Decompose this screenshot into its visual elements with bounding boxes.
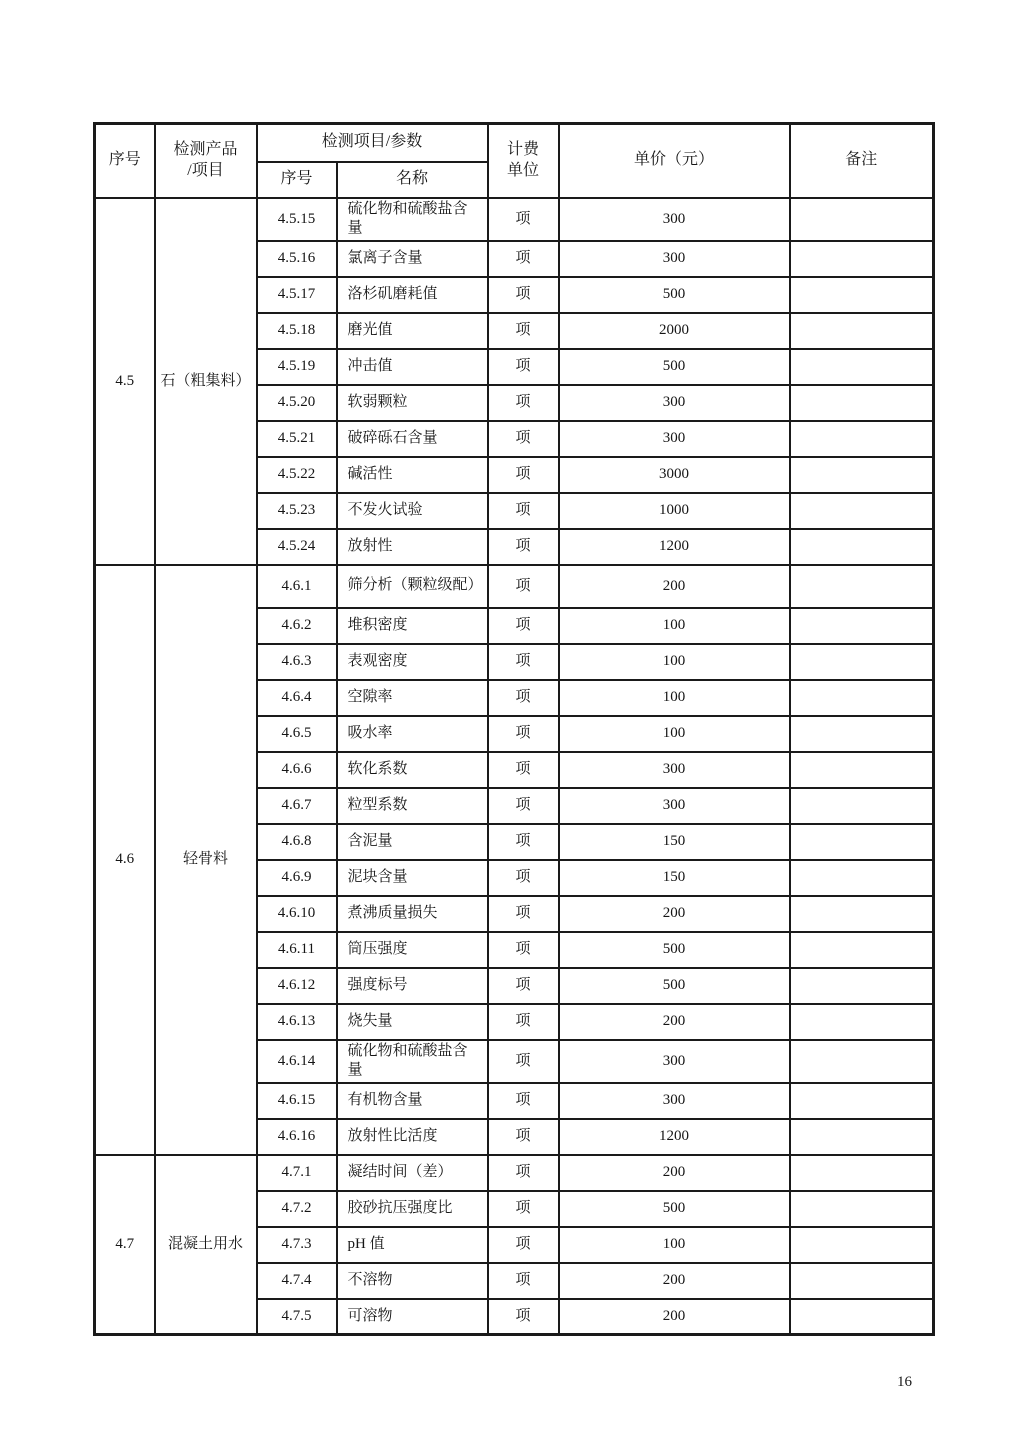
fee-schedule-table bbox=[93, 122, 935, 1336]
cell-unit: 项 bbox=[488, 680, 559, 716]
cell-remark bbox=[790, 1119, 934, 1155]
cell-remark bbox=[790, 1004, 934, 1040]
cell-item-name: 不溶物 bbox=[337, 1263, 488, 1299]
cell-unit: 项 bbox=[488, 860, 559, 896]
cell-price: 200 bbox=[559, 565, 790, 608]
header-param-serial: 序号 bbox=[257, 162, 337, 198]
cell-price: 300 bbox=[559, 752, 790, 788]
cell-item-name: 有机物含量 bbox=[337, 1083, 488, 1119]
cell-item-name: 吸水率 bbox=[337, 716, 488, 752]
cell-unit: 项 bbox=[488, 1191, 559, 1227]
cell-item-name: 碱活性 bbox=[337, 457, 488, 493]
cell-item-no: 4.5.16 bbox=[257, 241, 337, 277]
cell-item-name: 放射性比活度 bbox=[337, 1119, 488, 1155]
cell-section-serial: 4.5 bbox=[95, 198, 155, 565]
cell-unit: 项 bbox=[488, 788, 559, 824]
cell-price: 100 bbox=[559, 680, 790, 716]
cell-unit: 项 bbox=[488, 1227, 559, 1263]
cell-unit: 项 bbox=[488, 313, 559, 349]
cell-remark bbox=[790, 241, 934, 277]
cell-item-name: 不发火试验 bbox=[337, 493, 488, 529]
cell-unit: 项 bbox=[488, 241, 559, 277]
cell-unit: 项 bbox=[488, 716, 559, 752]
header-product-line2: /项目 bbox=[187, 161, 224, 179]
cell-unit: 项 bbox=[488, 421, 559, 457]
cell-price: 300 bbox=[559, 421, 790, 457]
cell-remark bbox=[790, 565, 934, 608]
header-param-group: 检测项目/参数 bbox=[257, 124, 488, 162]
cell-price: 200 bbox=[559, 1299, 790, 1335]
cell-remark bbox=[790, 788, 934, 824]
cell-item-name: 泥块含量 bbox=[337, 860, 488, 896]
cell-item-no: 4.6.2 bbox=[257, 608, 337, 644]
cell-unit: 项 bbox=[488, 608, 559, 644]
cell-remark bbox=[790, 198, 934, 241]
cell-item-no: 4.6.12 bbox=[257, 968, 337, 1004]
cell-item-name: 煮沸质量损失 bbox=[337, 896, 488, 932]
table-row bbox=[95, 1155, 934, 1191]
cell-unit: 项 bbox=[488, 824, 559, 860]
cell-item-name: 胶砂抗压强度比 bbox=[337, 1191, 488, 1227]
table-row bbox=[95, 565, 934, 608]
cell-section-serial: 4.7 bbox=[95, 1155, 155, 1335]
cell-price: 500 bbox=[559, 349, 790, 385]
cell-section-serial: 4.6 bbox=[95, 565, 155, 1155]
cell-item-name: 强度标号 bbox=[337, 968, 488, 1004]
cell-price: 1200 bbox=[559, 529, 790, 565]
cell-remark bbox=[790, 1040, 934, 1083]
cell-item-no: 4.5.23 bbox=[257, 493, 337, 529]
cell-price: 1200 bbox=[559, 1119, 790, 1155]
cell-price: 1000 bbox=[559, 493, 790, 529]
cell-item-no: 4.6.8 bbox=[257, 824, 337, 860]
cell-item-no: 4.6.1 bbox=[257, 565, 337, 608]
cell-remark bbox=[790, 421, 934, 457]
cell-remark bbox=[790, 1155, 934, 1191]
cell-item-no: 4.5.22 bbox=[257, 457, 337, 493]
cell-remark bbox=[790, 608, 934, 644]
header-param-name: 名称 bbox=[337, 162, 488, 198]
header-billing-unit-line2: 单位 bbox=[507, 161, 540, 179]
cell-item-no: 4.6.3 bbox=[257, 644, 337, 680]
cell-unit: 项 bbox=[488, 457, 559, 493]
cell-price: 500 bbox=[559, 1191, 790, 1227]
cell-item-no: 4.7.1 bbox=[257, 1155, 337, 1191]
cell-item-name: 洛杉矶磨耗值 bbox=[337, 277, 488, 313]
cell-remark bbox=[790, 313, 934, 349]
cell-item-name: 冲击值 bbox=[337, 349, 488, 385]
cell-item-name: 凝结时间（差） bbox=[337, 1155, 488, 1191]
cell-remark bbox=[790, 1227, 934, 1263]
cell-remark bbox=[790, 529, 934, 565]
cell-unit: 项 bbox=[488, 1004, 559, 1040]
cell-item-no: 4.6.11 bbox=[257, 932, 337, 968]
cell-remark bbox=[790, 824, 934, 860]
cell-price: 300 bbox=[559, 1083, 790, 1119]
cell-price: 100 bbox=[559, 1227, 790, 1263]
cell-unit: 项 bbox=[488, 644, 559, 680]
cell-price: 500 bbox=[559, 968, 790, 1004]
cell-remark bbox=[790, 385, 934, 421]
cell-item-name: 放射性 bbox=[337, 529, 488, 565]
cell-price: 300 bbox=[559, 1040, 790, 1083]
cell-item-name: pH 值 bbox=[337, 1227, 488, 1263]
cell-price: 150 bbox=[559, 824, 790, 860]
header-billing-unit bbox=[488, 124, 559, 198]
table-row bbox=[95, 198, 934, 241]
cell-unit: 项 bbox=[488, 277, 559, 313]
cell-unit: 项 bbox=[488, 1119, 559, 1155]
cell-item-no: 4.6.13 bbox=[257, 1004, 337, 1040]
cell-item-name: 筒压强度 bbox=[337, 932, 488, 968]
header-product-line1: 检测产品 bbox=[173, 140, 238, 158]
cell-unit: 项 bbox=[488, 752, 559, 788]
cell-item-no: 4.5.17 bbox=[257, 277, 337, 313]
cell-unit: 项 bbox=[488, 1263, 559, 1299]
cell-item-no: 4.6.6 bbox=[257, 752, 337, 788]
cell-item-name: 堆积密度 bbox=[337, 608, 488, 644]
cell-remark bbox=[790, 1299, 934, 1335]
cell-price: 500 bbox=[559, 932, 790, 968]
header-serial: 序号 bbox=[95, 124, 155, 198]
header-remark: 备注 bbox=[790, 124, 934, 198]
cell-item-no: 4.5.20 bbox=[257, 385, 337, 421]
cell-price: 300 bbox=[559, 241, 790, 277]
cell-price: 2000 bbox=[559, 313, 790, 349]
cell-item-no: 4.5.18 bbox=[257, 313, 337, 349]
cell-item-no: 4.5.21 bbox=[257, 421, 337, 457]
cell-price: 200 bbox=[559, 896, 790, 932]
cell-remark bbox=[790, 457, 934, 493]
cell-item-no: 4.6.10 bbox=[257, 896, 337, 932]
cell-remark bbox=[790, 644, 934, 680]
cell-price: 3000 bbox=[559, 457, 790, 493]
cell-unit: 项 bbox=[488, 896, 559, 932]
cell-item-no: 4.7.2 bbox=[257, 1191, 337, 1227]
cell-section-product: 混凝土用水 bbox=[155, 1155, 257, 1335]
cell-item-no: 4.5.15 bbox=[257, 198, 337, 241]
page-number: 16 bbox=[897, 1374, 912, 1390]
cell-price: 100 bbox=[559, 644, 790, 680]
cell-unit: 项 bbox=[488, 493, 559, 529]
cell-unit: 项 bbox=[488, 1299, 559, 1335]
cell-price: 100 bbox=[559, 608, 790, 644]
cell-unit: 项 bbox=[488, 529, 559, 565]
cell-item-no: 4.7.5 bbox=[257, 1299, 337, 1335]
cell-unit: 项 bbox=[488, 198, 559, 241]
cell-item-no: 4.6.7 bbox=[257, 788, 337, 824]
cell-item-name: 软弱颗粒 bbox=[337, 385, 488, 421]
cell-item-name: 可溶物 bbox=[337, 1299, 488, 1335]
cell-unit: 项 bbox=[488, 1155, 559, 1191]
cell-item-name: 表观密度 bbox=[337, 644, 488, 680]
cell-unit: 项 bbox=[488, 1083, 559, 1119]
cell-price: 300 bbox=[559, 385, 790, 421]
cell-remark bbox=[790, 896, 934, 932]
cell-price: 200 bbox=[559, 1004, 790, 1040]
cell-unit: 项 bbox=[488, 349, 559, 385]
cell-price: 150 bbox=[559, 860, 790, 896]
cell-item-no: 4.5.24 bbox=[257, 529, 337, 565]
cell-item-name: 空隙率 bbox=[337, 680, 488, 716]
header-unit-price: 单价（元） bbox=[559, 124, 790, 198]
cell-item-name: 磨光值 bbox=[337, 313, 488, 349]
cell-item-name: 硫化物和硫酸盐含量 bbox=[337, 198, 488, 241]
cell-price: 500 bbox=[559, 277, 790, 313]
cell-item-name: 粒型系数 bbox=[337, 788, 488, 824]
cell-unit: 项 bbox=[488, 932, 559, 968]
header-row-1 bbox=[95, 124, 934, 162]
cell-item-no: 4.6.9 bbox=[257, 860, 337, 896]
cell-section-product: 石（粗集料） bbox=[155, 198, 257, 565]
cell-unit: 项 bbox=[488, 968, 559, 1004]
cell-price: 100 bbox=[559, 716, 790, 752]
cell-item-no: 4.6.15 bbox=[257, 1083, 337, 1119]
cell-remark bbox=[790, 716, 934, 752]
cell-remark bbox=[790, 493, 934, 529]
cell-item-name: 筛分析（颗粒级配） bbox=[337, 565, 488, 608]
cell-remark bbox=[790, 1083, 934, 1119]
cell-unit: 项 bbox=[488, 1040, 559, 1083]
cell-section-product: 轻骨料 bbox=[155, 565, 257, 1155]
cell-item-name: 烧失量 bbox=[337, 1004, 488, 1040]
cell-item-name: 软化系数 bbox=[337, 752, 488, 788]
cell-item-name: 破碎砾石含量 bbox=[337, 421, 488, 457]
cell-remark bbox=[790, 968, 934, 1004]
header-billing-unit-line1: 计费 bbox=[507, 140, 540, 158]
cell-remark bbox=[790, 932, 934, 968]
cell-remark bbox=[790, 680, 934, 716]
cell-price: 200 bbox=[559, 1263, 790, 1299]
cell-item-no: 4.6.14 bbox=[257, 1040, 337, 1083]
cell-item-name: 含泥量 bbox=[337, 824, 488, 860]
cell-unit: 项 bbox=[488, 565, 559, 608]
cell-item-no: 4.6.16 bbox=[257, 1119, 337, 1155]
cell-item-no: 4.5.19 bbox=[257, 349, 337, 385]
cell-remark bbox=[790, 1191, 934, 1227]
cell-item-name: 硫化物和硫酸盐含量 bbox=[337, 1040, 488, 1083]
cell-item-no: 4.7.4 bbox=[257, 1263, 337, 1299]
cell-remark bbox=[790, 349, 934, 385]
cell-unit: 项 bbox=[488, 385, 559, 421]
header-product bbox=[155, 124, 257, 198]
cell-remark bbox=[790, 860, 934, 896]
cell-price: 300 bbox=[559, 198, 790, 241]
cell-price: 200 bbox=[559, 1155, 790, 1191]
cell-item-no: 4.7.3 bbox=[257, 1227, 337, 1263]
cell-remark bbox=[790, 752, 934, 788]
cell-item-name: 氯离子含量 bbox=[337, 241, 488, 277]
cell-item-no: 4.6.5 bbox=[257, 716, 337, 752]
cell-item-no: 4.6.4 bbox=[257, 680, 337, 716]
cell-remark bbox=[790, 1263, 934, 1299]
cell-remark bbox=[790, 277, 934, 313]
cell-price: 300 bbox=[559, 788, 790, 824]
